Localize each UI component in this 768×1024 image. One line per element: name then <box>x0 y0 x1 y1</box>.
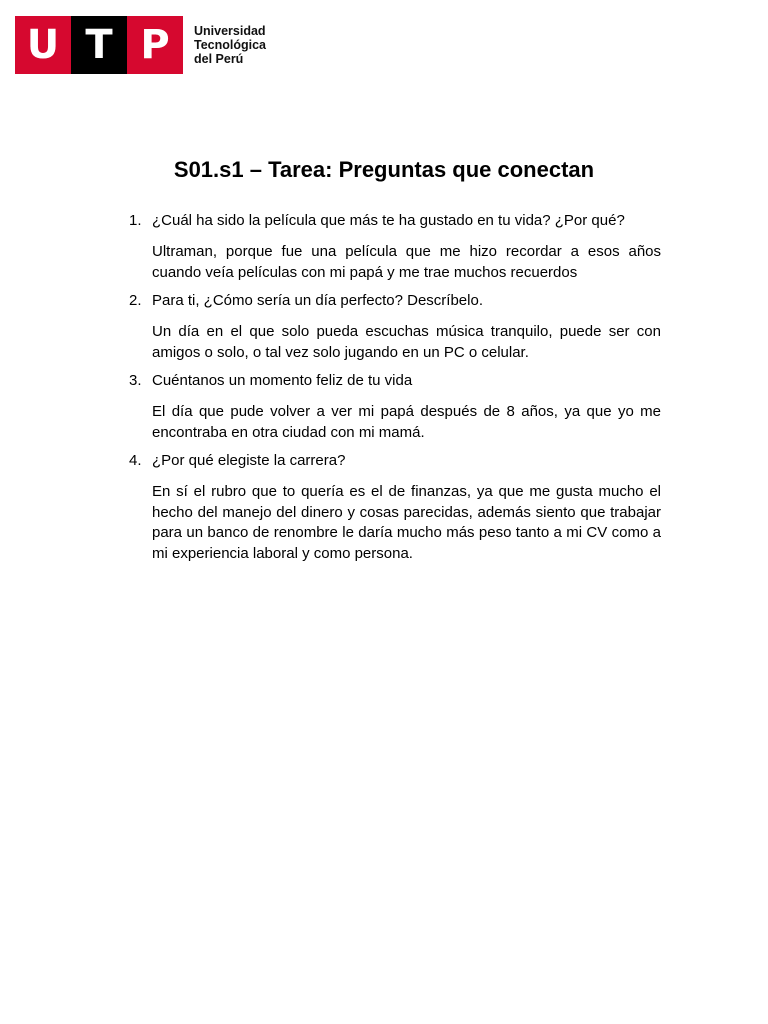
question-text: ¿Cuál ha sido la película que más te ha gustado en tu vida? ¿Por qué? <box>152 212 625 229</box>
question-list <box>129 211 661 572</box>
answer-text: En sí el rubro que to quería es el de finanzas, ya que me gusta mucho el hecho del manejo del dinero y cosas parecidas, además siento que trabajar para un banco de renombre le daría mucho más peso tanto a mi CV como a mi experiencia laboral y como persona. <box>152 483 661 562</box>
logo-name-line: del Perú <box>194 52 244 66</box>
question-line <box>129 211 661 231</box>
answer-text: Ultraman, porque fue una película que me hizo recordar a esos años cuando veía películas con mi papá y me trae muchos recuerdos <box>152 243 661 281</box>
answer-text: El día que pude volver a ver mi papá después de 8 años, ya que yo me encontraba en otra ciudad con mi mamá. <box>152 403 661 441</box>
question-item <box>129 211 661 283</box>
question-number: 4. <box>129 452 142 469</box>
logo-letter-u: U <box>15 16 71 74</box>
logo-name-line: Universidad <box>194 24 266 38</box>
logo-university-name <box>194 24 266 66</box>
logo-letter-boxes <box>15 16 183 74</box>
question-line <box>129 371 661 391</box>
question-item <box>129 291 661 363</box>
question-text: Para ti, ¿Cómo sería un día perfecto? Descríbelo. <box>152 292 483 309</box>
utp-logo <box>15 16 266 74</box>
answer-text: Un día en el que solo pueda escuchas música tranquilo, puede ser con amigos o solo, o tal vez solo jugando en un PC o celular. <box>152 323 661 361</box>
question-line <box>129 451 661 471</box>
question-number: 2. <box>129 292 142 309</box>
logo-name-line: Tecnológica <box>194 38 267 52</box>
question-item <box>129 371 661 443</box>
question-text: Cuéntanos un momento feliz de tu vida <box>152 372 413 389</box>
logo-letter-p: P <box>127 16 183 74</box>
question-item <box>129 451 661 564</box>
document-title: S01.s1 – Tarea: Preguntas que conectan <box>173 157 595 182</box>
question-number: 1. <box>129 212 142 229</box>
logo-letter-t: T <box>71 16 127 74</box>
question-text: ¿Por qué elegiste la carrera? <box>152 452 346 469</box>
question-line <box>129 291 661 311</box>
question-number: 3. <box>129 372 142 389</box>
